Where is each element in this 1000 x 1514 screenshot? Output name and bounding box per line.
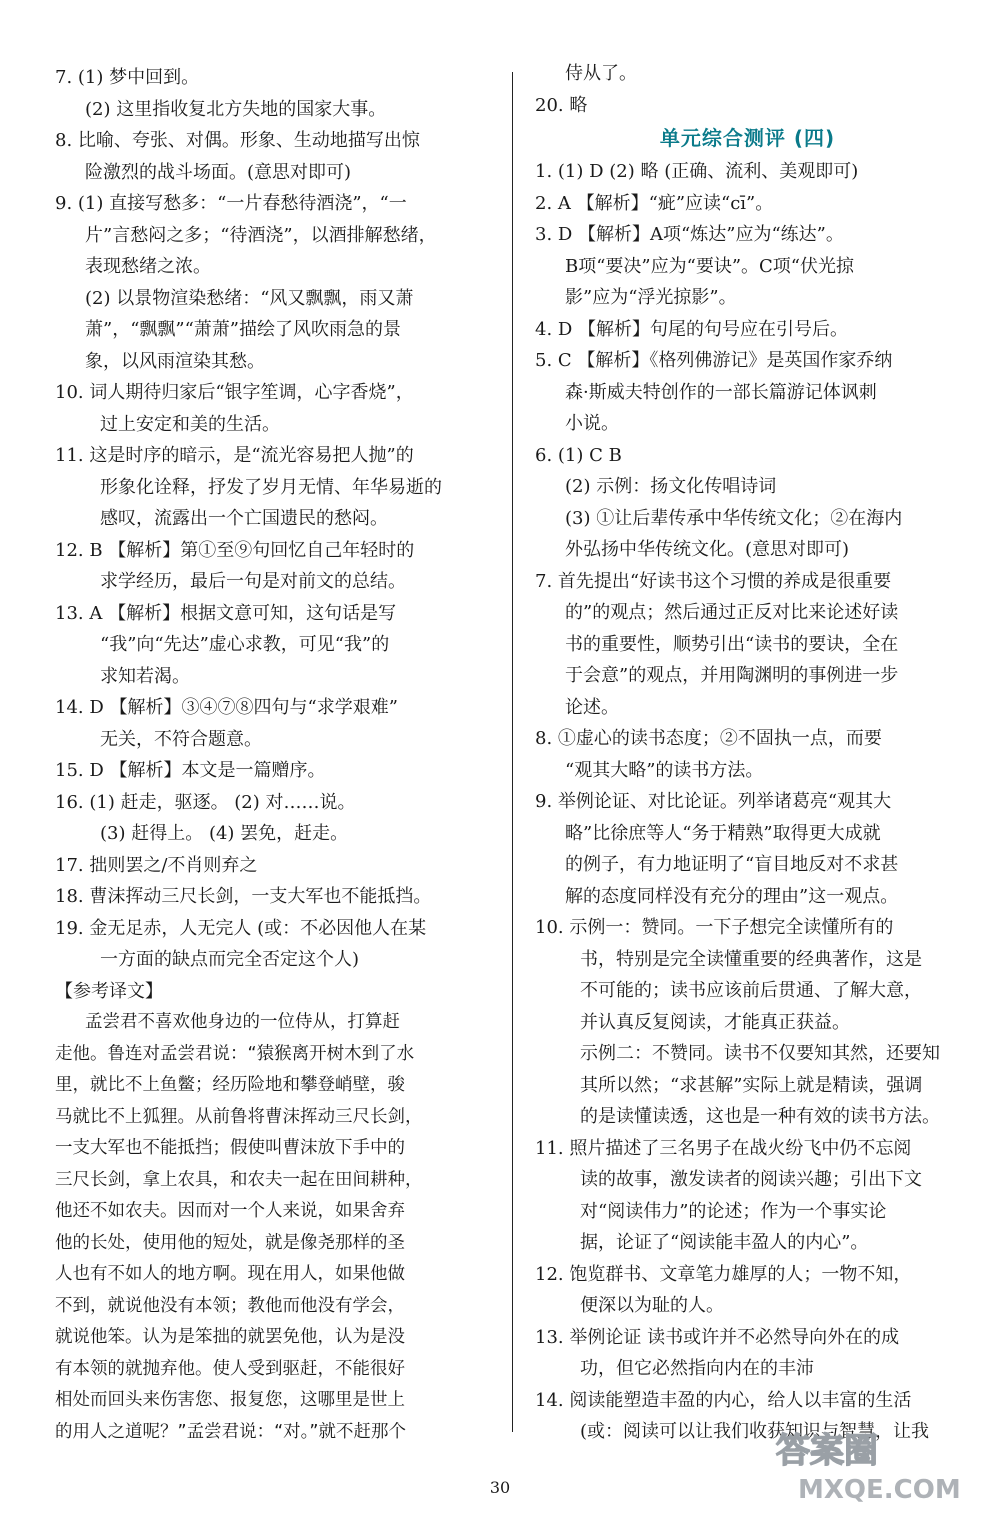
watermark-logo	[768, 1418, 988, 1506]
text-line: 无关，不符合题意。	[100, 728, 262, 750]
text-line: 的用人之道呢？”孟尝君说：“对。”就不赶那个	[55, 1421, 406, 1442]
text-line: 有本领的就抛弃他。使人受到驱赶，不能很好	[55, 1358, 405, 1379]
text-line: 7. (1) 梦中回到。	[55, 67, 200, 88]
text-line: (2) 示例：扬文化传唱诗词	[565, 476, 777, 497]
text-line: (3) ①让后辈传承中华传统文化；②在海内	[565, 507, 903, 529]
text-line: 对“阅读伟力”的论述；作为一个事实论	[580, 1200, 887, 1222]
text-line: 感叹，流露出一个亡国遗民的愁闷。	[100, 508, 388, 529]
text-line: 于会意”的观点，并用陶渊明的事例进一步	[565, 665, 899, 686]
text-line: 便深以为耻的人。	[580, 1295, 724, 1316]
text-line: 就说他笨。认为是笨拙的就罢免他，认为是没	[55, 1327, 405, 1347]
text-line: 1. (1) D (2) 略 (正确、流利、美观即可)	[535, 161, 859, 182]
text-line: 不到，就说他没有本领；教他而他没有学会，	[55, 1295, 405, 1316]
column-divider	[512, 72, 513, 1432]
text-line: 马就比不上狐狸。从前鲁将曹沫挥动三尺长剑，	[55, 1106, 423, 1127]
text-line: 9. (1) 直接写愁多：“一片春愁待酒浇”，“一	[55, 193, 407, 214]
text-line: 的例子，有力地证明了“盲目地反对不求甚	[565, 854, 899, 875]
text-line: 侍从了。	[565, 63, 637, 84]
text-line: 他的长处，使用他的短处，就是像尧那样的圣	[55, 1232, 405, 1253]
text-line: 并认真反复阅读，才能真正获益。	[580, 1011, 850, 1033]
text-line: 小说。	[565, 413, 619, 434]
text-line: 不可能的；读书应该前后贯通、了解大意，	[580, 980, 922, 1001]
text-line: 功，但它必然指向内在的丰沛	[580, 1358, 814, 1379]
text-line: 论述。	[565, 696, 619, 718]
text-line: 9. 举例论证、对比论证。列举诸葛亮“观其大	[535, 791, 892, 812]
text-line: 20. 略	[535, 94, 588, 116]
text-line: 19. 金无足赤，人无完人 (或：不必因他人在某	[55, 917, 427, 939]
text-line: (3) 赶得上。 (4) 罢免，赶走。	[100, 823, 349, 844]
text-line: 一方面的缺点而完全否定这个人)	[100, 949, 360, 970]
watermark-url: MXQE.COM	[798, 1475, 961, 1505]
text-line: 8. 比喻、夸张、对偶。形象、生动地描写出惊	[55, 130, 420, 151]
text-line: 据，论证了“阅读能丰盈人的内心”。	[580, 1232, 869, 1253]
text-line: 17. 拙则罢之/不肖则弃之	[55, 854, 258, 876]
text-line: 10. 词人期待归家后“银字笙调，心字香烧”，	[55, 382, 414, 403]
text-line: 形象化诠释，抒发了岁月无情、年华易逝的	[100, 476, 442, 498]
text-line: (2) 以景物渲染愁绪：“风又飘飘，雨又萧	[85, 287, 414, 309]
text-line: 里，就比不上鱼鳖；经历险地和攀登峭壁，骏	[55, 1075, 405, 1095]
text-line: “我”向“先达”虚心求教，可见“我”的	[100, 634, 390, 655]
text-line: 10. 示例一：赞同。一下子想完全读懂所有的	[535, 917, 894, 938]
text-line: 14. 阅读能塑造丰盈的内心，给人以丰富的生活	[535, 1389, 912, 1411]
text-line: 其所以然；“求甚解”实际上就是精读，强调	[580, 1074, 923, 1096]
text-line: 16. (1) 赶走，驱逐。 (2) 对……说。	[55, 791, 356, 813]
text-line: 表现愁绪之浓。	[85, 256, 211, 277]
text-line: 6. (1) C B	[535, 444, 622, 466]
text-line: 的”的观点；然后通过正反对比来论述好读	[565, 602, 899, 623]
text-line: 13. 举例论证 读书或许并不必然导向外在的成	[535, 1326, 900, 1348]
page-number: 30	[489, 1478, 511, 1497]
text-line: 三尺长剑，拿上农具，和农夫一起在田间耕种，	[55, 1169, 423, 1190]
text-line: 书，特别是完全读懂重要的经典著作，这是	[580, 948, 922, 970]
text-line: (或：阅读可以让我们收获知识与智慧，让我	[580, 1421, 930, 1442]
answer-list	[535, 156, 960, 1448]
section-title: 单元综合测评 (四)	[659, 126, 836, 150]
text-line: 11. 照片描述了三名男子在战火纷飞中仍不忘阅	[535, 1137, 912, 1159]
text-line: 森·斯威夫特创作的一部长篇游记体讽刺	[565, 381, 877, 403]
text-line: 3. D 【解析】A项“炼达”应为“练达”。	[535, 224, 844, 245]
text-line: 11. 这是时序的暗示，是“流光容易把人抛”的	[55, 445, 414, 466]
text-line: 孟尝君不喜欢他身边的一位侍从，打算赶	[85, 1012, 400, 1032]
text-line: 片”言愁闷之多；“待酒浇”，以酒排解愁绪，	[85, 224, 437, 246]
text-line: 4. D 【解析】句尾的句号应在引号后。	[535, 318, 849, 340]
text-line: 过上安定和美的生活。	[100, 413, 280, 435]
text-line: 走他。鲁连对孟尝君说：“猿猴离开树木到了水	[55, 1043, 415, 1064]
text-line: 影”应为“浮光掠影”。	[565, 287, 737, 308]
text-line: 一支大军也不能抵挡；假使叫曹沫放下手中的	[55, 1138, 405, 1158]
text-line: 萧”，“飘飘”“萧萧”描绘了风吹雨急的景	[85, 319, 402, 340]
text-line: 18. 曹沫挥动三尺长剑，一支大军也不能抵挡。	[55, 886, 432, 907]
text-line: 读的故事，激发读者的阅读兴趣；引出下文	[580, 1169, 922, 1190]
text-line: B项“要决”应为“要诀”。C项“伏光掠	[565, 255, 855, 277]
left-column	[55, 62, 480, 1448]
text-line: 12. B 【解析】第①至⑨句回忆自己年轻时的	[55, 539, 415, 561]
text-line: 2. A 【解析】“疵”应读“cī”。	[535, 192, 774, 214]
text-line: “观其大略”的读书方法。	[565, 759, 764, 781]
text-line: 12. 饱览群书、文章笔力雄厚的人；一物不知，	[535, 1263, 912, 1285]
right-column	[535, 58, 960, 1448]
text-line: 人也有不如人的地方啊。现在用人，如果他做	[55, 1264, 405, 1284]
text-line: 象，以风雨渲染其愁。	[85, 350, 265, 372]
text-line: 略”比徐庶等人“务于精熟”取得更大成就	[565, 822, 881, 844]
text-line: 书的重要性，顺势引出“读书的要诀，全在	[565, 633, 899, 655]
continuation-lines	[535, 58, 960, 121]
text-line: 的是读懂读透，这也是一种有效的读书方法。	[580, 1106, 940, 1127]
text-line: 外弘扬中华传统文化。(意思对即可)	[565, 539, 850, 560]
text-line: 7. 首先提出“好读书这个习惯的养成是很重要	[535, 570, 892, 592]
text-line: 险激烈的战斗场面。(意思对即可)	[85, 161, 352, 183]
text-line: 8. ①虚心的读书态度；②不固执一点，而要	[535, 728, 882, 749]
text-line: 15. D 【解析】本文是一篇赠序。	[55, 760, 326, 781]
watermark-title: 答案圈	[776, 1431, 878, 1471]
text-line: 求学经历，最后一句是对前文的总结。	[100, 571, 406, 592]
text-line: 示例二：不赞同。读书不仅要知其然，还要知	[580, 1043, 940, 1064]
text-line: 相处而回头来伤害您、报复您，这哪里是世上	[55, 1390, 405, 1410]
text-line: 5. C 【解析】《格列佛游记》是英国作家乔纳	[535, 350, 893, 371]
text-line: 13. A 【解析】根据文意可知，这句话是写	[55, 602, 397, 624]
text-line: (2) 这里指收复北方失地的国家大事。	[85, 98, 387, 120]
text-line: 解的态度同样没有充分的理由”这一观点。	[565, 885, 899, 907]
text-line: 14. D 【解析】③④⑦⑧四句与“求学艰难”	[55, 697, 398, 718]
text-line: 【参考译文】	[55, 980, 163, 1002]
text-line: 求知若渴。	[100, 665, 190, 687]
text-line: 他还不如农夫。因而对一个人来说，如果舍弃	[55, 1201, 405, 1221]
